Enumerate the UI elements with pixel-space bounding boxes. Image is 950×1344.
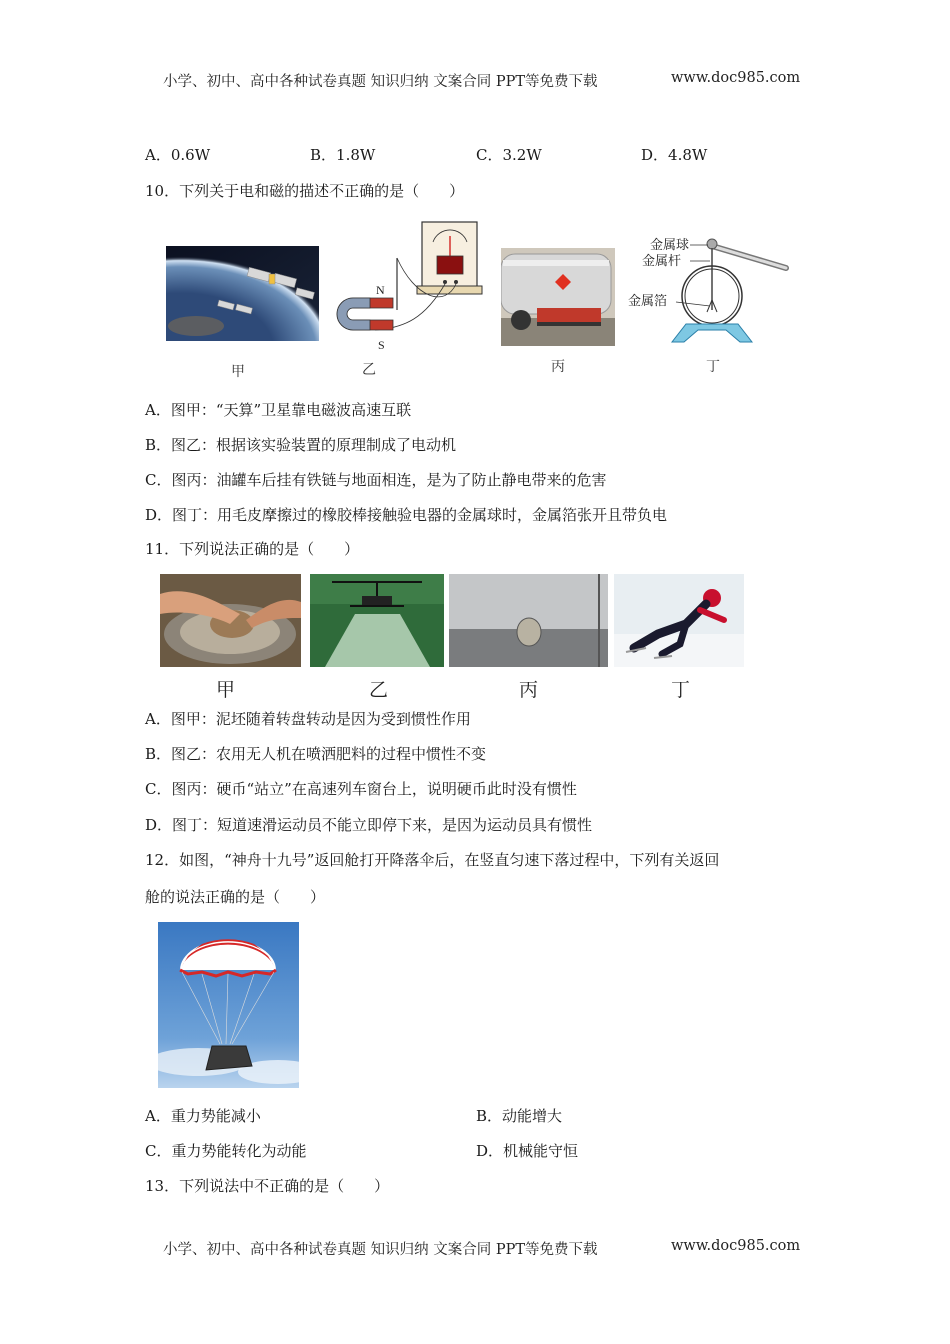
q11-stem: 11．下列说法正确的是（ ） — [145, 540, 360, 558]
q11-figure-bing-coin — [449, 574, 608, 667]
q13-stem: 13．下列说法中不正确的是（ ） — [145, 1177, 390, 1195]
q11-option-b: B．图乙：农用无人机在喷洒肥料的过程中惯性不变 — [145, 745, 487, 763]
q10-figure-ding-electroscope — [626, 232, 792, 350]
q11-figure-ding-skater — [614, 574, 744, 667]
footer-text: 小学、初中、高中各种试卷真题 知识归纳 文案合同 PPT等免费下载 — [163, 1242, 598, 1258]
q12-option-b: B．动能增大 — [476, 1107, 563, 1125]
q11-caption-yi: 乙 — [369, 679, 389, 701]
label-metal-rod: 金属杆 — [642, 254, 682, 269]
q11-figure-yi-drone — [310, 574, 444, 667]
q10-figure-yi-magnet — [325, 218, 485, 350]
q9-option-a: A．0.6W — [145, 146, 211, 164]
q12-figure-parachute — [158, 922, 299, 1088]
q11-caption-ding: 丁 — [671, 679, 691, 701]
q9-option-c: C．3.2W — [476, 146, 542, 164]
q10-caption-yi: 乙 — [362, 362, 376, 378]
q12-stem-line1: 12．如图，“神舟十九号”返回舱打开降落伞后，在竖直匀速下落过程中，下列有关返回 — [145, 851, 720, 869]
q9-option-b: B．1.8W — [310, 146, 376, 164]
q10-caption-jia: 甲 — [231, 364, 245, 380]
q10-option-b: B．图乙：根据该实验装置的原理制成了电动机 — [145, 436, 457, 454]
q10-caption-ding: 丁 — [706, 359, 720, 375]
q11-caption-bing: 丙 — [519, 679, 539, 701]
q9-option-d: D．4.8W — [641, 146, 708, 164]
label-metal-ball: 金属球 — [650, 238, 690, 253]
magnet-s-label: S — [378, 338, 385, 350]
header-text: 小学、初中、高中各种试卷真题 知识归纳 文案合同 PPT等免费下载 — [163, 74, 598, 90]
q10-figure-bing-tanker — [501, 248, 615, 346]
q11-option-a: A．图甲：泥坯随着转盘转动是因为受到惯性作用 — [145, 710, 471, 728]
page-footer — [163, 1238, 803, 1259]
footer-url[interactable]: www.doc985.com — [671, 1238, 801, 1254]
label-metal-foil: 金属箔 — [628, 294, 668, 309]
page-header — [163, 70, 803, 91]
q12-stem-line2: 舱的说法正确的是（ ） — [145, 888, 326, 906]
q12-option-d: D．机械能守恒 — [476, 1142, 579, 1160]
magnet-n-label: N — [376, 283, 385, 297]
q12-option-a: A．重力势能减小 — [145, 1107, 261, 1125]
q10-option-d: D．图丁：用毛皮摩擦过的橡胶棒接触验电器的金属球时，金属箔张开且带负电 — [145, 506, 668, 524]
q11-option-d: D．图丁：短道速滑运动员不能立即停下来，是因为运动员具有惯性 — [145, 816, 593, 834]
q11-option-c: C．图丙：硬币“站立”在高速列车窗台上，说明硬币此时没有惯性 — [145, 780, 577, 798]
q11-caption-jia: 甲 — [216, 679, 236, 701]
q10-option-c: C．图丙：油罐车后挂有铁链与地面相连，是为了防止静电带来的危害 — [145, 471, 607, 489]
q10-caption-bing: 丙 — [551, 359, 565, 375]
q10-option-a: A．图甲：“天算”卫星靠电磁波高速互联 — [145, 401, 412, 419]
q10-figure-jia-satellite — [166, 246, 319, 341]
q12-option-c: C．重力势能转化为动能 — [145, 1142, 307, 1160]
q10-stem: 10．下列关于电和磁的描述不正确的是（ ） — [145, 182, 465, 200]
header-url[interactable]: www.doc985.com — [671, 70, 801, 86]
q11-figure-jia-pottery — [160, 574, 301, 667]
